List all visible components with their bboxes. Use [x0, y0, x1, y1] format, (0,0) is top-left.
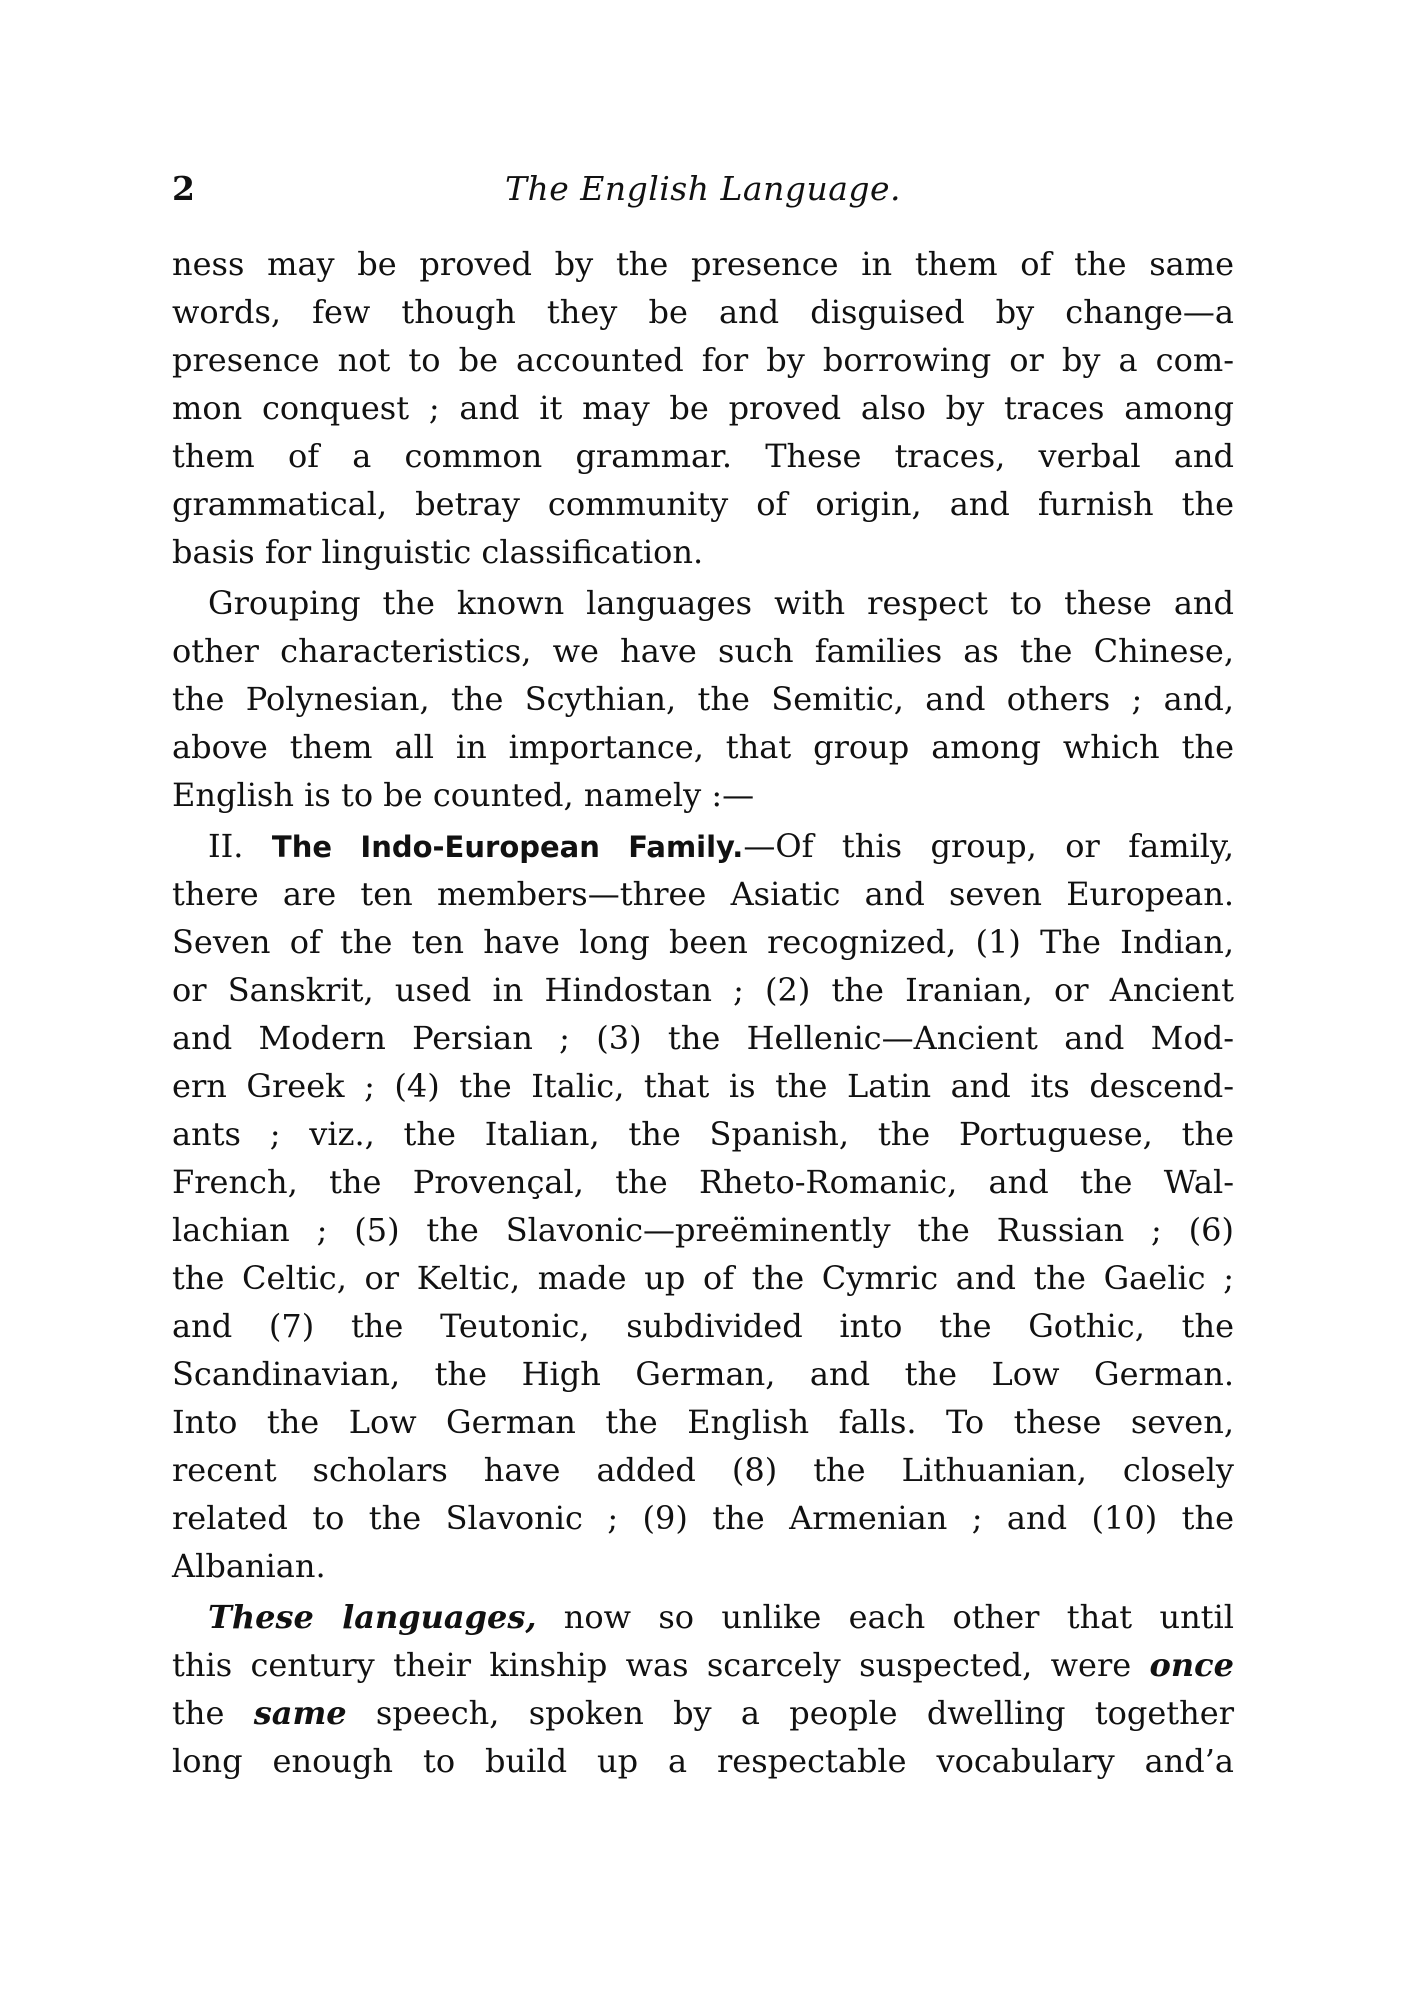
heading-line-rest: —Of this group, or family, — [743, 827, 1235, 865]
emphasis-once: once — [1149, 1646, 1234, 1684]
text-line: Seven of the ten have long been recognized, (1) The Indian, — [172, 923, 1234, 961]
text-line: there are ten members—three Asiatic and seven European. — [172, 875, 1234, 913]
text-line — [172, 1689, 1234, 1737]
line-rest: now so unlike each other that until — [536, 1598, 1235, 1636]
paragraph-2 — [172, 579, 1234, 819]
line-text: this century their kinship was scarcely suspected, were — [172, 1646, 1150, 1684]
page-title: The English Language. — [504, 169, 902, 208]
text-line: Scandinavian, the High German, and the Low German. — [172, 1355, 1234, 1393]
text-line: above them all in importance, that group among which the — [172, 728, 1234, 766]
text-line: Grouping the known languages with respect to these and — [208, 584, 1234, 622]
text-line: basis for linguistic classification. — [172, 533, 704, 571]
text-line: recent scholars have added (8) the Lithuanian, closely — [172, 1451, 1234, 1489]
section-number: II. — [208, 827, 244, 865]
text-line: lachian ; (5) the Slavonic—preëminently the Russian ; (6) — [172, 1211, 1234, 1249]
text-line — [172, 1593, 1234, 1641]
text-line: or Sanskrit, used in Hindostan ; (2) the Iranian, or Ancient — [172, 971, 1234, 1009]
text-line — [172, 1641, 1234, 1689]
line-text: the — [172, 1694, 254, 1732]
emphasis-lead: These languages, — [208, 1598, 537, 1636]
page-number: 2 — [172, 169, 195, 208]
text-line: ness may be proved by the presence in them of the same — [172, 245, 1234, 283]
paragraph-4 — [172, 1593, 1234, 1785]
line-text: speech, spoken by a people dwelling together — [346, 1694, 1235, 1732]
paragraph-indo-european — [172, 822, 1234, 1590]
text-line: and Modern Persian ; (3) the Hellenic—Ancient and Mod- — [172, 1019, 1234, 1057]
text-line: long enough to build up a respectable vocabulary and’a — [172, 1742, 1234, 1780]
text-line: words, few though they be and disguised by change—a — [172, 293, 1234, 331]
text-line: the Celtic, or Keltic, made up of the Cymric and the Gaelic ; — [172, 1259, 1234, 1297]
text-line: and (7) the Teutonic, subdivided into the Gothic, the — [172, 1307, 1234, 1345]
text-line: related to the Slavonic ; (9) the Armenian ; and (10) the — [172, 1499, 1234, 1537]
text-line: ern Greek ; (4) the Italic, that is the Latin and its descend- — [172, 1067, 1234, 1105]
text-line: Albanian. — [172, 1547, 326, 1585]
running-head — [172, 165, 1234, 213]
text-line: ants ; viz., the Italian, the Spanish, the Portuguese, the — [172, 1115, 1234, 1153]
text-line: them of a common grammar. These traces, verbal and — [172, 437, 1234, 475]
text-line: mon conquest ; and it may be proved also by traces among — [172, 389, 1234, 427]
emphasis-same: same — [253, 1694, 347, 1732]
paragraph-1 — [172, 240, 1234, 576]
section-heading-line — [172, 822, 1234, 870]
text-line: presence not to be accounted for by borrowing or by a com- — [172, 341, 1234, 379]
text-line: the Polynesian, the Scythian, the Semitic, and others ; and, — [172, 680, 1234, 718]
text-line: English is to be counted, namely :— — [172, 776, 755, 814]
section-heading: The Indo-European Family. — [271, 830, 744, 864]
text-line: French, the Provençal, the Rheto-Romanic, and the Wal- — [172, 1163, 1234, 1201]
text-line: other characteristics, we have such families as the Chinese, — [172, 632, 1234, 670]
text-line: Into the Low German the English falls. To these seven, — [172, 1403, 1234, 1441]
body-text — [172, 240, 1234, 1785]
text-line: grammatical, betray community of origin, and furnish the — [172, 485, 1234, 523]
